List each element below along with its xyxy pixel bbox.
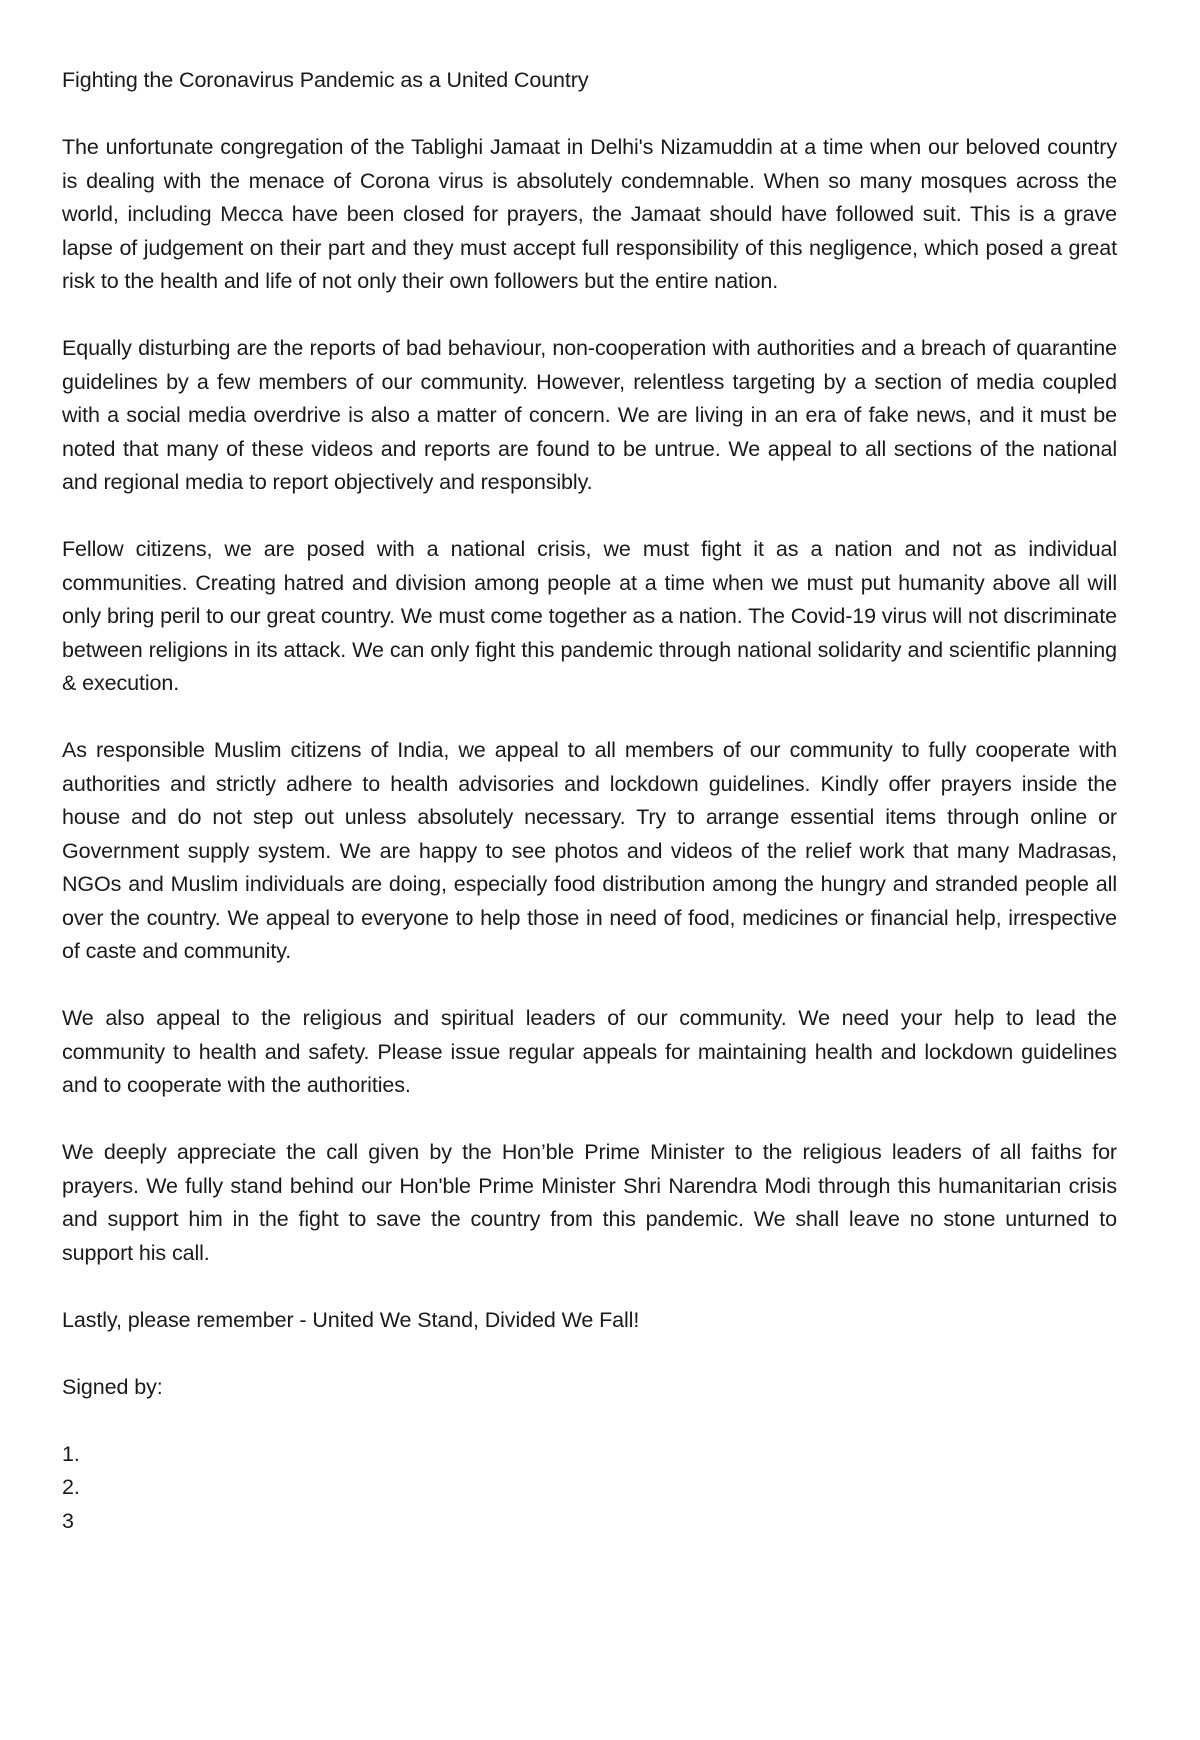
paragraph-appeal-leaders: We also appeal to the religious and spiritual leaders of our community. We need your help to lead the community to health and safety. Please issue regular appeals for maintaining health and lockdown guidelines and to cooperate with the authorities. [62, 1006, 1117, 1097]
signed-by-label: Signed by: [62, 1374, 163, 1399]
signatory-line-2: 2. [62, 1475, 80, 1499]
signatory-line-3: 3 [62, 1508, 74, 1533]
paragraph-tablighi-jamaat: The unfortunate congregation of the Tablighi Jamaat in Delhi's Nizamuddin at a time when our beloved country is dealing with the menace of Corona virus is absolutely condemnable. When so many mosques across the world, including Mecca have been closed for prayers, the Jamaat should have followed suit. This is a grave lapse of judgement on their part and they must accept full responsibility of this negligence, which posed a great risk to the health and life of not only their own followers but the entire nation. [62, 135, 1117, 293]
paragraph-media-reports: Equally disturbing are the reports of bad behaviour, non-cooperation with authorities and a breach of quarantine guidelines by a few members of our community. However, relentless targeting by a section of media coupled with a social media overdrive is also a matter of concern. We are living in an era of fake news, and it must be noted that many of these videos and reports are found to be untrue. We appeal to all sections of the national and regional media to report objectively and responsibly. [62, 336, 1117, 494]
closing-line: Lastly, please remember - United We Stand, Divided We Fall! [62, 1307, 640, 1332]
signatory-list [62, 1438, 1117, 1539]
signatory-line-1: 1. [62, 1441, 80, 1466]
paragraph-national-crisis: Fellow citizens, we are posed with a national crisis, we must fight it as a nation and not as individual communities. Creating hatred and division among people at a time when we must put humanity above all will only bring peril to our great country. We must come together as a nation. The Covid-19 virus will not discriminate between religions in its attack. We can only fight this pandemic through national solidarity and scientific planning & execution. [62, 537, 1117, 695]
paragraph-appeal-community: As responsible Muslim citizens of India, we appeal to all members of our community to fully cooperate with authorities and strictly adhere to health advisories and lockdown guidelines. Kindly offer prayers inside the house and do not step out unless absolutely necessary. Try to arrange essential items through online or Government supply system. We are happy to see photos and videos of the relief work that many Madrasas, NGOs and Muslim individuals are doing, especially food distribution among the hungry and stranded people all over the country. We appeal to everyone to help those in need of food, medicines or financial help, irrespective of caste and community. [62, 738, 1117, 963]
paragraph-prime-minister: We deeply appreciate the call given by the Hon’ble Prime Minister to the religious leaders of all faiths for prayers. We fully stand behind our Hon'ble Prime Minister Shri Narendra Modi through this humanitarian crisis and support him in the fight to save the country from this pandemic. We shall leave no stone unturned to support his call. [62, 1140, 1117, 1265]
document-title: Fighting the Coronavirus Pandemic as a United Country [62, 68, 589, 92]
